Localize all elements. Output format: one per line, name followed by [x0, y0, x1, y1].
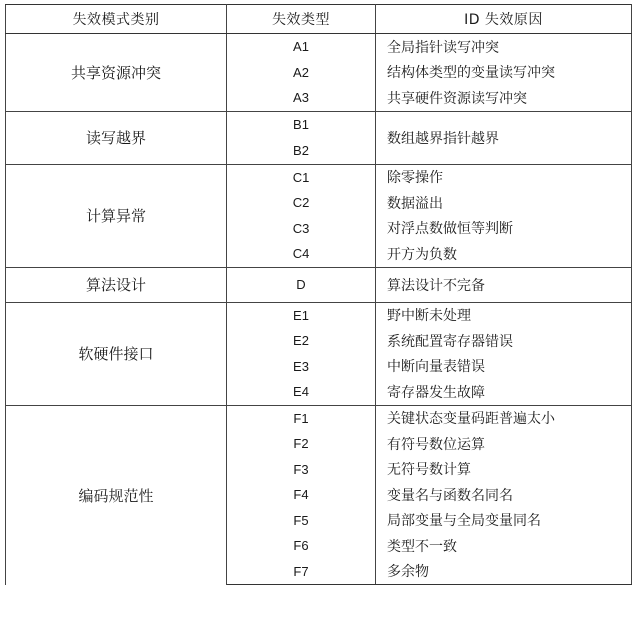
category-cell: 算法设计	[6, 267, 227, 302]
cause-cell: 中断向量表错误	[376, 354, 632, 380]
header-type: 失效类型	[227, 5, 376, 34]
type-cell: C3	[227, 216, 376, 242]
cause-cell: 对浮点数做恒等判断	[376, 216, 632, 242]
type-cell: F6	[227, 533, 376, 559]
category-cell: 软硬件接口	[6, 302, 227, 405]
table-row	[6, 405, 632, 431]
header-cause: ID 失效原因	[376, 5, 632, 34]
type-cell: C2	[227, 190, 376, 216]
cause-cell: 寄存器发生故障	[376, 379, 632, 405]
failure-mode-table	[5, 4, 632, 585]
cause-cell: 多余物	[376, 559, 632, 585]
type-cell: E4	[227, 379, 376, 405]
type-cell: A2	[227, 60, 376, 86]
type-cell: E2	[227, 328, 376, 354]
table-row	[6, 164, 632, 190]
type-cell: D	[227, 267, 376, 302]
table-row	[6, 111, 632, 138]
cause-cell: 局部变量与全局变量同名	[376, 508, 632, 534]
cause-cell: 数组越界指针越界	[376, 111, 632, 164]
cause-cell: 有符号数位运算	[376, 431, 632, 457]
cause-cell: 系统配置寄存器错误	[376, 328, 632, 354]
cause-cell: 全局指针读写冲突	[376, 34, 632, 60]
cause-cell: 开方为负数	[376, 241, 632, 267]
cause-cell: 关键状态变量码距普遍太小	[376, 405, 632, 431]
type-cell: E3	[227, 354, 376, 380]
cause-cell: 除零操作	[376, 164, 632, 190]
type-cell: B1	[227, 111, 376, 138]
cause-cell: 变量名与函数名同名	[376, 482, 632, 508]
cause-cell: 野中断未处理	[376, 302, 632, 328]
cause-cell: 算法设计不完备	[376, 267, 632, 302]
cause-cell: 数据溢出	[376, 190, 632, 216]
type-cell: C4	[227, 241, 376, 267]
type-cell: F4	[227, 482, 376, 508]
type-cell: F2	[227, 431, 376, 457]
category-cell: 计算异常	[6, 164, 227, 267]
table-row	[6, 34, 632, 60]
category-cell: 共享资源冲突	[6, 34, 227, 112]
cause-cell: 类型不一致	[376, 533, 632, 559]
category-cell: 编码规范性	[6, 405, 227, 585]
type-cell: C1	[227, 164, 376, 190]
type-cell: F7	[227, 559, 376, 585]
table-row	[6, 302, 632, 328]
cause-cell: 无符号数计算	[376, 457, 632, 483]
type-cell: F3	[227, 457, 376, 483]
cause-cell: 共享硬件资源读写冲突	[376, 85, 632, 111]
type-cell: F1	[227, 405, 376, 431]
type-cell: A3	[227, 85, 376, 111]
category-cell: 读写越界	[6, 111, 227, 164]
header-category: 失效模式类别	[6, 5, 227, 34]
type-cell: A1	[227, 34, 376, 60]
header-row	[6, 5, 632, 34]
cause-cell: 结构体类型的变量读写冲突	[376, 60, 632, 86]
type-cell: E1	[227, 302, 376, 328]
type-cell: F5	[227, 508, 376, 534]
type-cell: B2	[227, 138, 376, 165]
table-row	[6, 267, 632, 302]
